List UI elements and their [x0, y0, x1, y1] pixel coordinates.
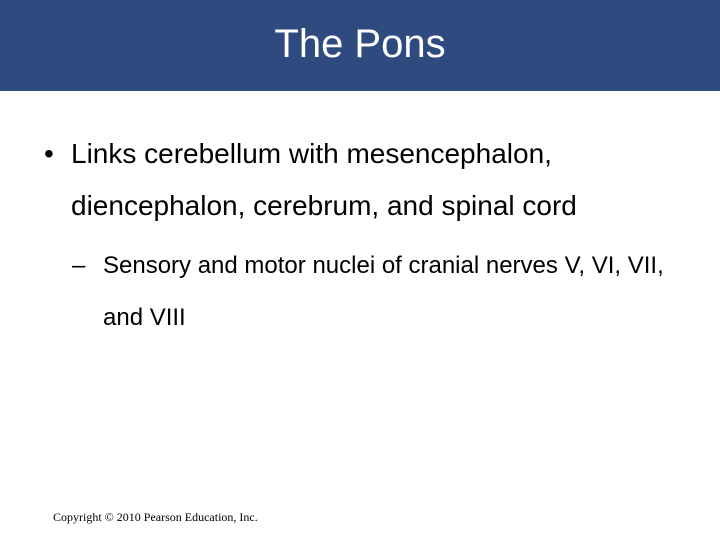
slide-title: The Pons: [274, 21, 446, 66]
sub-bullet-text: Sensory and motor nuclei of cranial nerves V, VI, VII, and VIII: [103, 252, 664, 331]
sub-bullet-marker: –: [72, 252, 86, 279]
copyright-footer: Copyright © 2010 Pearson Education, Inc.: [53, 510, 258, 524]
bullet-marker: •: [44, 138, 54, 169]
bullet-text: Links cerebellum with mesencephalon, diencephalon, cerebrum, and spinal cord: [71, 138, 577, 221]
